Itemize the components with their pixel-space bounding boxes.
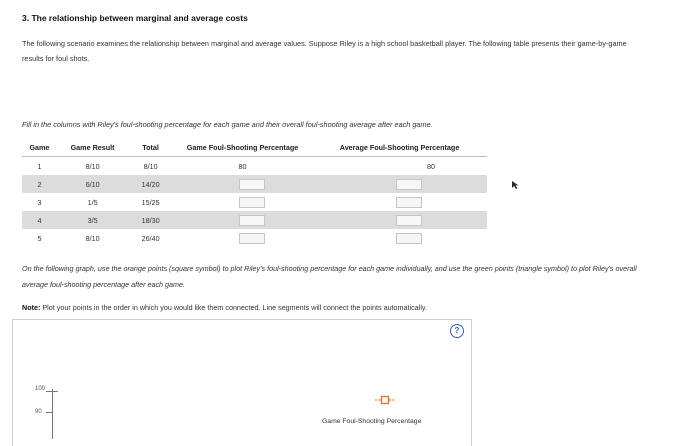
cell-average-pct bbox=[312, 229, 487, 247]
average-pct-input[interactable] bbox=[396, 179, 422, 190]
table-header-row bbox=[22, 139, 487, 157]
header-game-result: Game Result bbox=[57, 139, 128, 157]
y-axis-tick bbox=[52, 391, 58, 392]
graph-instruction: On the following graph, use the orange points (square symbol) to plot Riley's foul-shooting percentage for each game individually, and use the green points (triangle symbol) to plot Riley's overall average foul-shooting percentage after each game. bbox=[22, 264, 637, 289]
y-axis-tick bbox=[46, 412, 52, 413]
cell-total: 18/30 bbox=[128, 211, 173, 229]
mouse-pointer-icon bbox=[511, 180, 521, 190]
cell-game: 1 bbox=[37, 161, 42, 171]
y-axis-tick bbox=[46, 391, 52, 392]
game-pct-input[interactable] bbox=[239, 197, 265, 208]
y-tick-label: 100 bbox=[35, 386, 46, 392]
average-pct-input[interactable] bbox=[396, 215, 422, 226]
cell-game-result: 8/10 bbox=[85, 161, 100, 171]
header-game: Game bbox=[22, 139, 57, 157]
game-pct-input[interactable] bbox=[239, 233, 265, 244]
cell-game-pct: 80 bbox=[238, 161, 247, 171]
cell-average-pct bbox=[312, 193, 487, 211]
cell-total: 8/10 bbox=[143, 161, 158, 171]
legend-label: Game Foul-Shooting Percentage bbox=[322, 418, 422, 425]
y-tick-label: 90 bbox=[35, 409, 42, 415]
game-pct-input[interactable] bbox=[239, 179, 265, 190]
cell-game-pct bbox=[173, 211, 312, 229]
note bbox=[22, 303, 427, 312]
header-game-pct: Game Foul-Shooting Percentage bbox=[173, 139, 312, 157]
table-row bbox=[22, 229, 487, 247]
table-row bbox=[22, 175, 487, 193]
cell-game-result: 8/10 bbox=[85, 233, 100, 243]
cell-game: 2 bbox=[22, 175, 57, 193]
table-row bbox=[22, 157, 487, 176]
game-pct-input[interactable] bbox=[239, 215, 265, 226]
cell-total: 26/40 bbox=[141, 233, 160, 243]
note-text: Plot your points in the order in which you would like them connected. Line segments will connect the points automatically. bbox=[40, 303, 427, 312]
cell-total: 14/20 bbox=[128, 175, 173, 193]
table-row bbox=[22, 211, 487, 229]
header-average-pct: Average Foul-Shooting Percentage bbox=[312, 139, 487, 157]
average-pct-input[interactable] bbox=[396, 197, 422, 208]
orange-square-marker-icon[interactable] bbox=[374, 395, 396, 405]
cell-average-pct bbox=[312, 175, 487, 193]
header-total: Total bbox=[128, 139, 173, 157]
cell-average-pct bbox=[312, 211, 487, 229]
foul-shot-table bbox=[22, 139, 487, 247]
cell-game-pct bbox=[173, 193, 312, 211]
cell-game-result: 3/5 bbox=[57, 211, 128, 229]
graph-panel[interactable] bbox=[12, 319, 472, 446]
table-row bbox=[22, 193, 487, 211]
cell-game-pct bbox=[173, 229, 312, 247]
cell-game: 5 bbox=[37, 233, 42, 243]
y-axis bbox=[52, 389, 53, 439]
table-instruction: Fill in the columns with Riley's foul-shooting percentage for each game and their overall foul-shooting average after each game. bbox=[22, 120, 433, 129]
scenario-intro: The following scenario examines the relationship between marginal and average values. Suppose Riley is a high school basketball player. The following table presents their game-by-game results for foul shots. bbox=[22, 39, 627, 63]
cell-game: 3 bbox=[37, 197, 42, 207]
cell-game: 4 bbox=[22, 211, 57, 229]
cell-average-pct: 80 bbox=[427, 161, 435, 171]
help-circle-icon[interactable]: ? bbox=[450, 324, 464, 338]
cell-game-pct bbox=[173, 175, 312, 193]
cell-total: 15/25 bbox=[141, 197, 160, 207]
question-heading: 3. The relationship between marginal and average costs bbox=[22, 13, 248, 23]
average-pct-input[interactable] bbox=[396, 233, 422, 244]
note-label: Note: bbox=[22, 303, 41, 312]
cell-game-result: 1/5 bbox=[87, 197, 98, 207]
cell-game-result: 6/10 bbox=[57, 175, 128, 193]
